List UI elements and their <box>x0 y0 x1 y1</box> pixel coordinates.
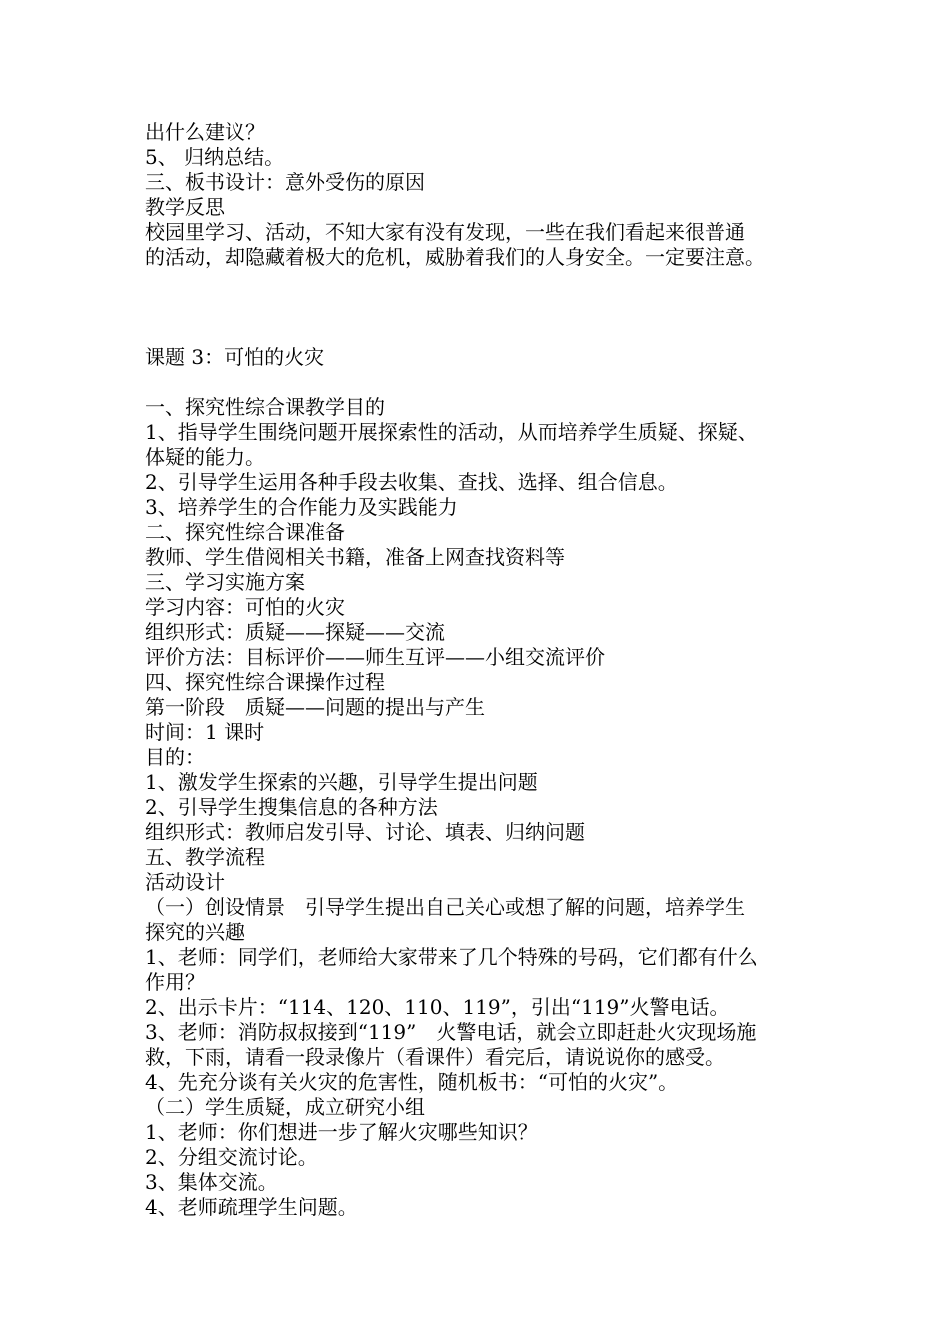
text-line: 3、培养学生的合作能力及实践能力 <box>145 495 458 519</box>
text-line: 一、探究性综合课教学目的 <box>145 395 385 419</box>
text-line: （一）创设情景 引导学生提出自己关心或想了解的问题，培养学生 <box>145 895 745 919</box>
text-line: 救，下雨，请看一段录像片（看课件）看完后，请说说你的感受。 <box>145 1045 725 1069</box>
text-line: 四、探究性综合课操作过程 <box>145 670 385 694</box>
top-section <box>145 120 815 270</box>
text-line: 三、板书设计：意外受伤的原因 <box>145 170 425 194</box>
text-line: 三、学习实施方案 <box>145 570 305 594</box>
text-line: 活动设计 <box>145 870 225 894</box>
text-line: 体疑的能力。 <box>145 445 265 469</box>
text-line: 五、教学流程 <box>145 845 265 869</box>
text-line: 4、先充分谈有关火灾的危害性，随机板书：“可怕的火灾”。 <box>145 1070 679 1094</box>
text-line: 2、引导学生搜集信息的各种方法 <box>145 795 438 819</box>
text-line: 时间：1 课时 <box>145 720 265 744</box>
text-line: 5、 归纳总结。 <box>145 145 285 169</box>
text-line: 的活动，却隐藏着极大的危机，威胁着我们的人身安全。一定要注意。 <box>145 245 765 269</box>
text-line: 1、老师：同学们，老师给大家带来了几个特殊的号码，它们都有什么 <box>145 945 758 969</box>
text-line: 出什么建议？ <box>145 120 265 144</box>
text-line: 组织形式：教师启发引导、讨论、填表、归纳问题 <box>145 820 585 844</box>
text-line: （二）学生质疑，成立研究小组 <box>145 1095 425 1119</box>
text-line: 1、指导学生围绕问题开展探索性的活动，从而培养学生质疑、探疑、 <box>145 420 758 444</box>
text-line: 3、集体交流。 <box>145 1170 278 1194</box>
lesson-title: 课题 3：可怕的火灾 <box>145 345 325 369</box>
text-line: 2、分组交流讨论。 <box>145 1145 318 1169</box>
text-line: 组织形式：质疑——探疑——交流 <box>145 620 445 644</box>
text-line: 学习内容：可怕的火灾 <box>145 595 345 619</box>
text-line: 教学反思 <box>145 195 225 219</box>
text-line: 3、老师：消防叔叔接到“119” 火警电话，就会立即赶赴火灾现场施 <box>145 1020 757 1044</box>
document-page <box>145 120 815 1220</box>
text-line: 2、引导学生运用各种手段去收集、查找、选择、组合信息。 <box>145 470 678 494</box>
text-line: 第一阶段 质疑——问题的提出与产生 <box>145 695 485 719</box>
text-line: 4、老师疏理学生问题。 <box>145 1195 358 1219</box>
body-section <box>145 395 815 1220</box>
text-line: 2、出示卡片：“114、120、110、119”，引出“119”火警电话。 <box>145 995 730 1019</box>
spacer <box>145 270 815 345</box>
text-line: 评价方法：目标评价——师生互评——小组交流评价 <box>145 645 605 669</box>
text-line: 目的： <box>145 745 205 769</box>
text-line: 校园里学习、活动，不知大家有没有发现，一些在我们看起来很普通 <box>145 220 745 244</box>
text-line: 探究的兴趣 <box>145 920 245 944</box>
text-line: 1、激发学生探索的兴趣，引导学生提出问题 <box>145 770 538 794</box>
text-line: 二、探究性综合课准备 <box>145 520 345 544</box>
text-line: 教师、学生借阅相关书籍，准备上网查找资料等 <box>145 545 565 569</box>
spacer <box>145 370 815 395</box>
text-line: 作用？ <box>145 970 205 994</box>
text-line: 1、老师：你们想进一步了解火灾哪些知识？ <box>145 1120 538 1144</box>
